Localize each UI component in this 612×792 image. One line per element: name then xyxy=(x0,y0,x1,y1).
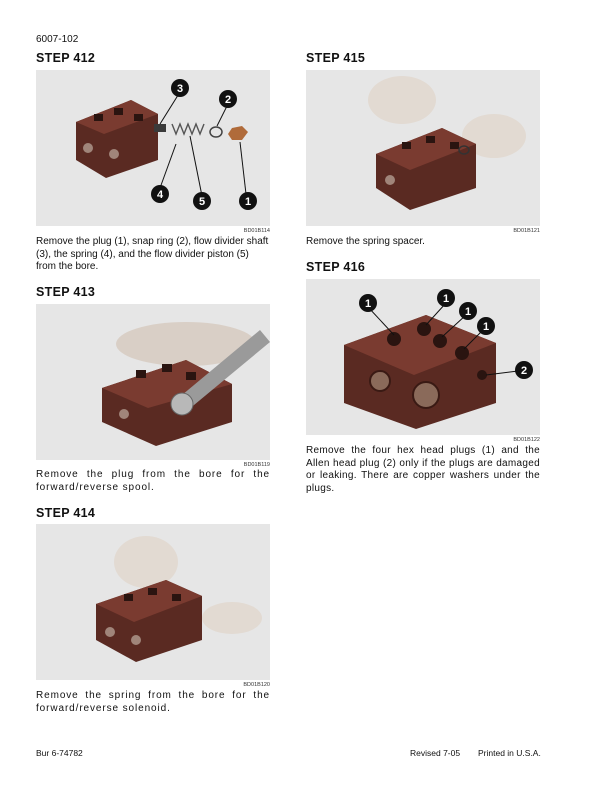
page-id: 6007-102 xyxy=(36,34,79,45)
step-413-title: STEP 413 xyxy=(36,285,96,299)
step-414-title: STEP 414 xyxy=(36,506,96,520)
footer-revised: Revised 7-05 xyxy=(410,748,461,758)
step-413-photo xyxy=(36,304,270,460)
step-412-photo xyxy=(36,70,270,226)
step-413-caption: Remove the plug from the bore for the forward/reverse spool. xyxy=(36,469,270,493)
step-414-photo xyxy=(36,524,270,680)
step-415-image-code: BD01B121 xyxy=(513,228,540,234)
footer-doc-number: Bur 6-74782 xyxy=(36,748,83,758)
step-414-image-code: BD01B120 xyxy=(243,682,270,688)
step-416-callout-2: 2 xyxy=(520,365,528,377)
step-415-title: STEP 415 xyxy=(306,51,366,65)
step-412-image-code: BD01B114 xyxy=(243,228,270,234)
step-413-image-code: BD01B119 xyxy=(243,462,270,468)
step-416-title: STEP 416 xyxy=(306,260,366,274)
footer-printed: Printed in U.S.A. xyxy=(478,748,541,758)
step-416-image-code: BD01B122 xyxy=(513,437,540,443)
step-412-caption: Remove the plug (1), snap ring (2), flow divider shaft (3), the spring (4), and the flow divider piston (5) from the bore. xyxy=(36,236,269,272)
step-412-callout-5: 5 xyxy=(198,196,206,208)
step-416-callout-1a: 1 xyxy=(364,298,372,310)
step-416-callout-1d: 1 xyxy=(482,321,490,333)
step-412-callout-1: 1 xyxy=(244,196,252,208)
step-412-title: STEP 412 xyxy=(36,51,96,65)
step-415-photo xyxy=(306,70,540,226)
step-415-caption: Remove the spring spacer. xyxy=(306,236,425,247)
step-412-callout-2: 2 xyxy=(224,94,232,106)
step-416-callout-1b: 1 xyxy=(442,293,450,305)
step-412-callout-4: 4 xyxy=(156,189,164,201)
step-416-caption: Remove the four hex head plugs (1) and the Allen head plug (2) only if the plugs are damaged or leaking. There are copper washers under the plugs. xyxy=(306,445,540,494)
step-414-caption: Remove the spring from the bore for the forward/reverse solenoid. xyxy=(36,690,270,714)
step-416-photo xyxy=(306,279,540,435)
step-412-callout-3: 3 xyxy=(176,83,184,95)
step-416-callout-1c: 1 xyxy=(464,306,472,318)
